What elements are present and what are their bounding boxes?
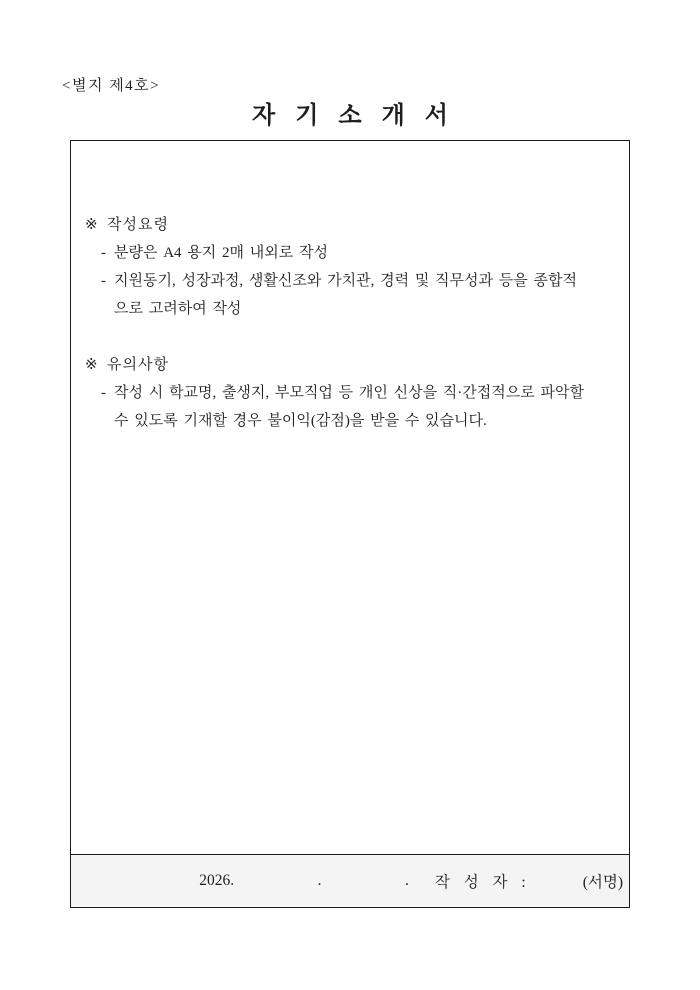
guidelines-section (85, 211, 624, 323)
reference-mark: ※ (85, 217, 98, 233)
note-text (114, 379, 624, 435)
guidelines-header (85, 211, 624, 239)
note-line: 수 있도록 기재할 경우 불이익(감점)을 받을 수 있습니다. (114, 413, 487, 429)
content-box (70, 140, 630, 908)
bullet-dash: - (101, 273, 106, 289)
instructions-area (71, 141, 629, 854)
note-line: 작성 시 학교명, 출생지, 부모직업 등 개인 신상을 직·간접적으로 파악할 (114, 385, 584, 401)
guideline-line: 지원동기, 성장과정, 생활신조와 가치관, 경력 및 직무성과 등을 종합적 (114, 273, 577, 289)
page-title: 자 기 소 개 서 (252, 103, 455, 129)
notes-header (85, 351, 624, 379)
guideline-line: 분량은 A4 용지 2매 내외로 작성 (114, 245, 328, 261)
signature-placeholder: (서명) (582, 874, 623, 891)
reference-mark: ※ (85, 357, 98, 373)
notes-section (85, 351, 624, 435)
guideline-text (114, 239, 624, 267)
bullet-dash: - (101, 245, 106, 261)
guideline-line: 으로 고려하여 작성 (114, 301, 242, 317)
signature-row (71, 854, 629, 907)
notes-heading: 유의사항 (107, 357, 169, 373)
guideline-item (85, 239, 624, 267)
guidelines-heading: 작성요령 (107, 217, 169, 233)
bullet-dash: - (101, 385, 106, 401)
guideline-item (85, 267, 624, 323)
date-field: 2026. . . (199, 872, 409, 889)
form-number-label: <별지 제4호> (62, 78, 161, 94)
note-item (85, 379, 624, 435)
writer-label: 작 성 자 : (434, 874, 531, 891)
guideline-text (114, 267, 624, 323)
